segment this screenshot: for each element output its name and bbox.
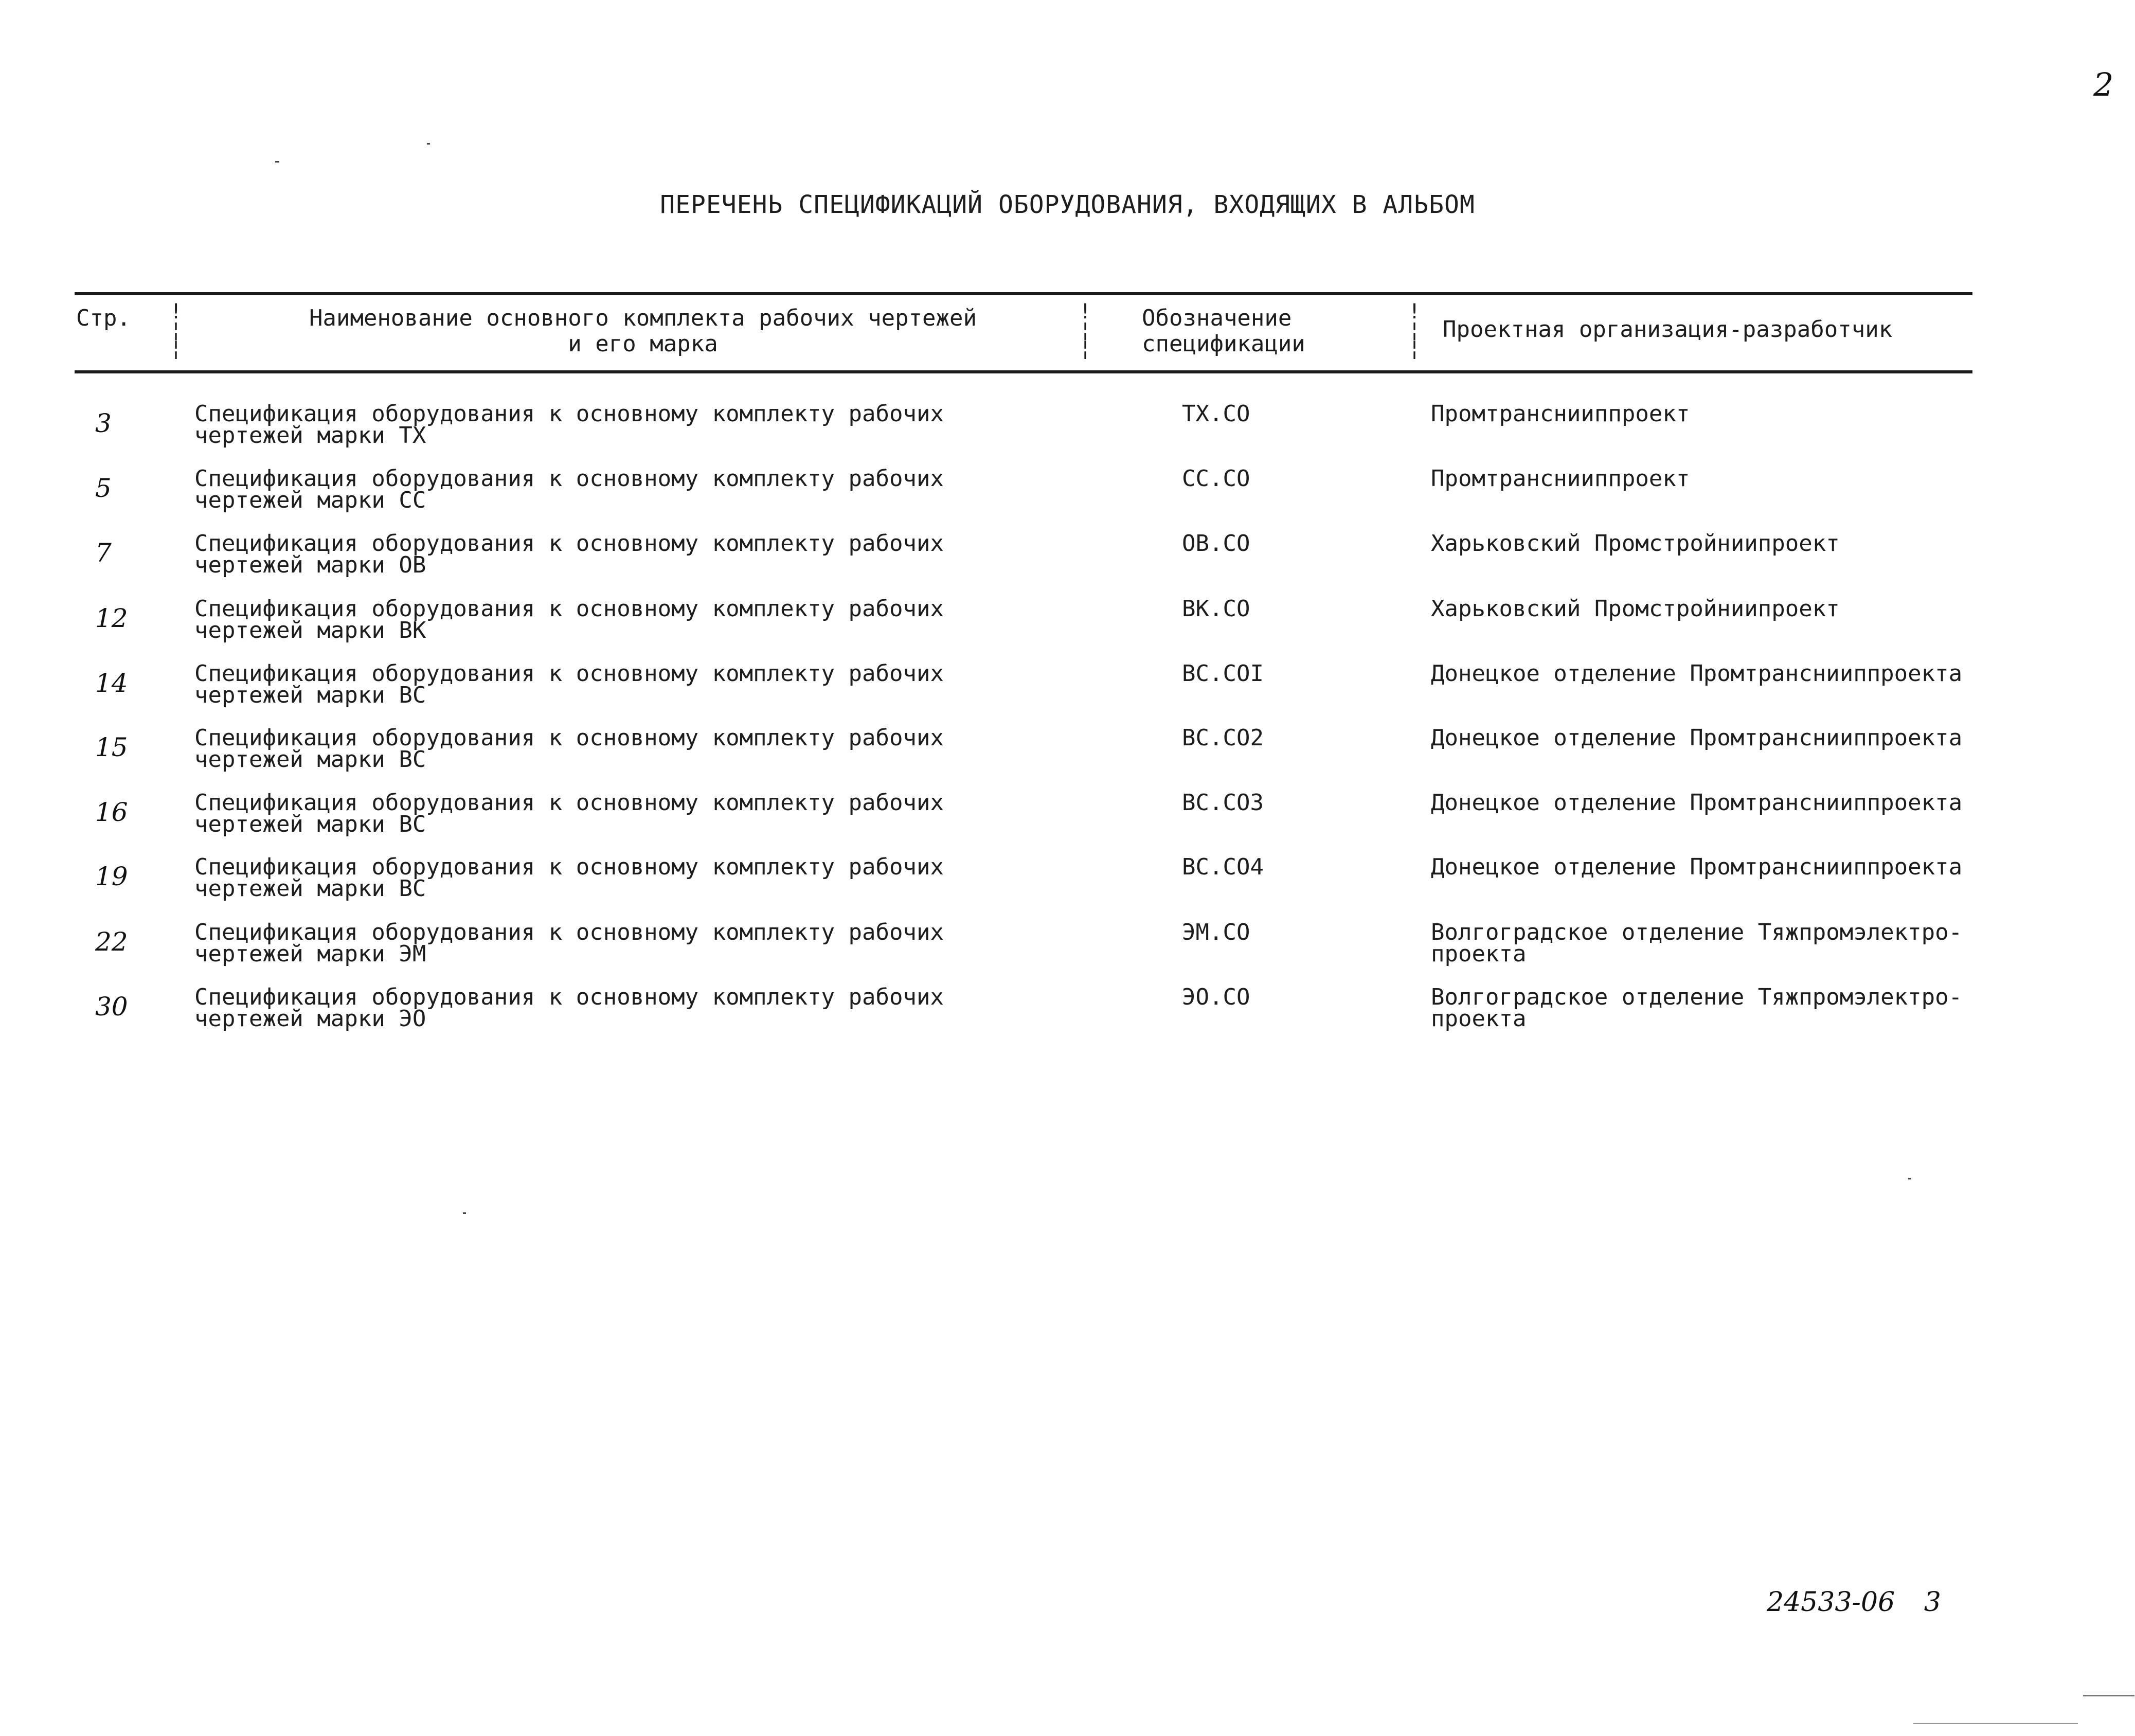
album-code-text: 24533-06	[1767, 1587, 1895, 1618]
row-organization: Донецкое отделение Промтранснииппроекта	[1431, 660, 1963, 687]
scan-edge-mark	[2083, 1695, 2134, 1696]
row-organization: Донецкое отделение Промтранснииппроекта	[1431, 725, 1963, 751]
column-header-name: Наименование основного комплекта рабочих чертежей и его марка	[309, 305, 977, 357]
row-name: Спецификация оборудования к основному комплекту рабочих чертежей марки ВС	[194, 790, 944, 837]
table-row	[0, 403, 2135, 465]
column-header-org: Проектная организация-разработчик	[1443, 316, 1893, 343]
album-code	[1767, 1587, 1941, 1618]
column-separator: ! ¦ ¦	[170, 300, 183, 361]
row-code: ОВ.СО	[1182, 530, 1250, 557]
row-page-number: 14	[95, 668, 128, 698]
row-organization: Харьковский Промстройниипроект	[1431, 596, 1840, 622]
row-page-number: 30	[95, 992, 128, 1022]
table-row	[0, 530, 2135, 595]
row-page-number: 22	[95, 927, 128, 957]
row-name: Спецификация оборудования к основному комплекту рабочих чертежей марки ЭО	[194, 984, 944, 1032]
column-header-code: Обозначение спецификации	[1142, 305, 1305, 357]
row-code: СС.СО	[1182, 466, 1250, 492]
table-row	[0, 856, 2135, 918]
row-name: Спецификация оборудования к основному комплекту рабочих чертежей марки СС	[194, 466, 944, 513]
column-separator: ! ¦ ¦	[1079, 300, 1092, 361]
row-name: Спецификация оборудования к основному комплекту рабочих чертежей марки ТХ	[194, 401, 944, 449]
album-page-number: 3	[1924, 1587, 1941, 1618]
column-header-page: Стр.	[76, 305, 131, 331]
row-code: ЭМ.СО	[1182, 919, 1250, 945]
row-code: ВС.СО3	[1182, 790, 1264, 816]
row-code: ВК.СО	[1182, 596, 1250, 622]
table-header-rule	[75, 370, 1972, 373]
row-page-number: 7	[95, 538, 112, 568]
row-organization: Промтранснииппроект	[1431, 466, 1690, 492]
row-code: ВС.СО2	[1182, 725, 1264, 751]
row-name: Спецификация оборудования к основному комплекту рабочих чертежей марки ВК	[194, 596, 944, 643]
scan-edge-mark	[1913, 1723, 2078, 1724]
row-organization: Донецкое отделение Промтранснииппроекта	[1431, 854, 1963, 880]
sheet-number: 2	[2093, 66, 2114, 103]
table-top-rule	[75, 292, 1972, 295]
scan-speck	[427, 143, 430, 145]
row-name: Спецификация оборудования к основному комплекту рабочих чертежей марки ОВ	[194, 530, 944, 578]
column-separator: ! ¦ ¦	[1408, 300, 1421, 361]
table-row	[0, 727, 2135, 789]
scan-speck	[463, 1212, 466, 1214]
row-organization: Промтранснииппроект	[1431, 401, 1690, 427]
row-organization: Донецкое отделение Промтранснииппроекта	[1431, 790, 1963, 816]
row-organization: Волгоградское отделение Тяжпромэлектро- проекта	[1431, 984, 1963, 1032]
row-page-number: 5	[95, 473, 112, 503]
row-page-number: 19	[95, 862, 128, 891]
row-code: ЭО.СО	[1182, 984, 1250, 1010]
row-name: Спецификация оборудования к основному комплекту рабочих чертежей марки ВС	[194, 854, 944, 902]
table-row	[0, 919, 2135, 983]
table-row	[0, 792, 2135, 854]
scan-speck	[275, 161, 279, 163]
row-page-number: 3	[95, 408, 112, 438]
row-name: Спецификация оборудования к основному комплекту рабочих чертежей марки ЭМ	[194, 919, 944, 967]
table-row	[0, 660, 2135, 725]
page-title: ПЕРЕЧЕНЬ СПЕЦИФИКАЦИЙ ОБОРУДОВАНИЯ, ВХОДЯЩИХ В АЛЬБОМ	[660, 190, 1475, 219]
row-name: Спецификация оборудования к основному комплекту рабочих чертежей марки ВС	[194, 660, 944, 708]
row-page-number: 16	[95, 797, 128, 827]
row-name: Спецификация оборудования к основному комплекту рабочих чертежей марки ВС	[194, 725, 944, 773]
row-code: ТХ.СО	[1182, 401, 1250, 427]
row-code: ВС.СОI	[1182, 660, 1264, 687]
row-organization: Волгоградское отделение Тяжпромэлектро- проекта	[1431, 919, 1963, 967]
table-row	[0, 984, 2135, 1048]
table-row	[0, 598, 2135, 660]
row-organization: Харьковский Промстройниипроект	[1431, 530, 1840, 557]
row-page-number: 15	[95, 732, 128, 762]
row-code: ВС.СО4	[1182, 854, 1264, 880]
table-row	[0, 468, 2135, 530]
row-page-number: 12	[95, 603, 128, 633]
scan-speck	[1908, 1178, 1911, 1179]
